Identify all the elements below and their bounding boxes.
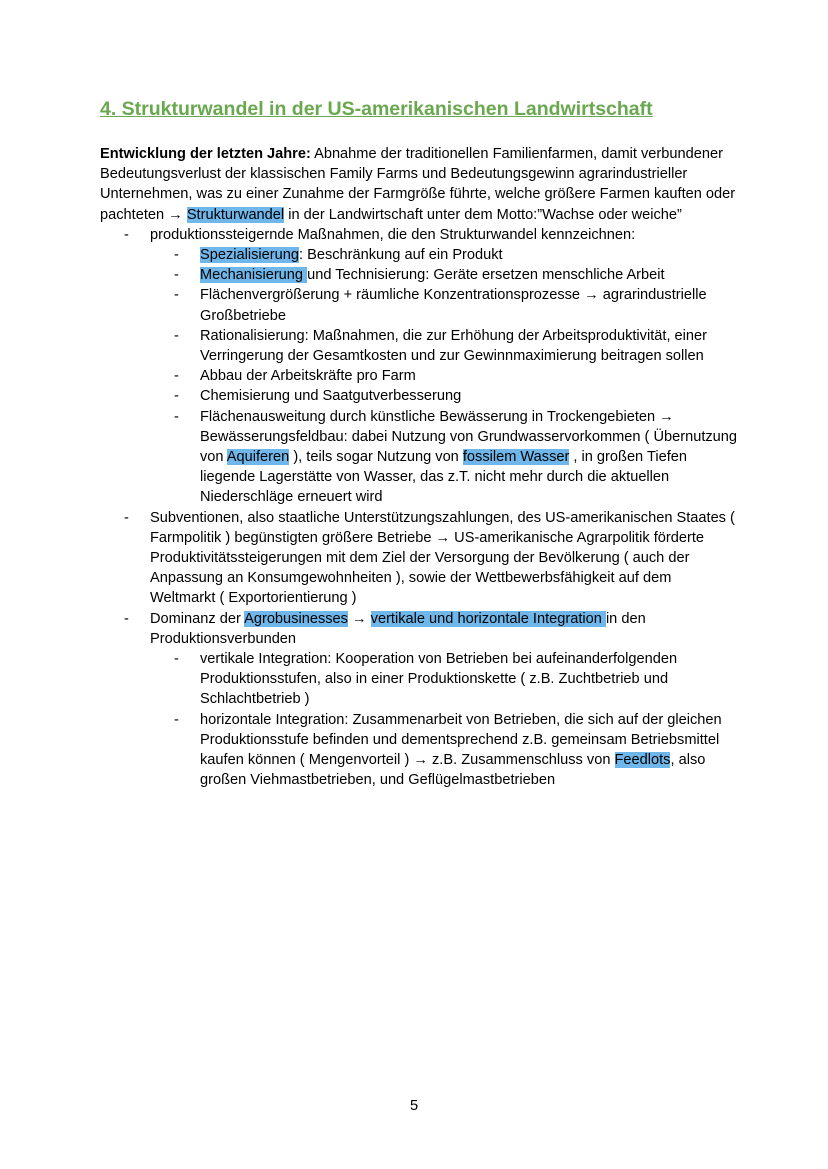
sub-list-item <box>150 407 740 508</box>
highlight-strukturwandel: Strukturwandel <box>186 206 285 223</box>
dash-bullet: - <box>124 610 129 627</box>
intro-text: Abnahme der traditionellen Familienfarmen, damit verbundener Bedeutungsverlust der klassischen Family Farms und Bedeutungsgewinn agrarindustrieller Unternehmen, was zu einer Zunahme der Farmgröße führte, welche größere Farmen kauften oder pachteten → <box>100 146 736 223</box>
list-item <box>100 225 740 508</box>
sub-list-item <box>150 649 740 710</box>
intro-text-end: in der Landwirtschaft unter dem Motto:”Wachse oder weiche” <box>284 206 682 223</box>
list-item-text: produktionssteigernde Maßnahmen, die den Strukturwandel kennzeichnen: <box>150 226 636 243</box>
sub-list-item <box>150 366 740 386</box>
list-item-text: in den Produktionsverbunden <box>150 610 646 647</box>
intro-label: Entwicklung der letzten Jahre: <box>100 146 311 162</box>
sub-list-item <box>150 710 740 791</box>
list-item-text: Subventionen, also staatliche Unterstützungszahlungen, des US-amerikanischen Staates ( Farmpolitik ) begünstigten größere Betriebe → US-amerikanische Agrarpolitik förderte Produktivitätssteigerungen mit dem Ziel der Versorgung der Bevölkerung ( auch der Anpassung an Konsumgewohnheiten ), sowie der Wettbewerbsfähigkeit auf dem Weltmarkt ( Exportorientierung ) <box>150 509 735 607</box>
dash-bullet: - <box>174 388 179 405</box>
dash-bullet: - <box>174 267 179 284</box>
sub-list-item <box>150 265 740 285</box>
dash-bullet: - <box>174 327 179 344</box>
sub-item-text: Rationalisierung: Maßnahmen, die zur Erhöhung der Arbeitsproduktivität, einer Verringerung der Gesamtkosten und zur Gewinnmaximierung beitragen sollen <box>200 327 708 365</box>
sub-item-text: Abbau der Arbeitskräfte pro Farm <box>200 368 416 385</box>
sub-list-item <box>150 245 740 265</box>
sub-item-text: ), teils sogar Nutzung von <box>289 449 463 466</box>
page-number: 5 <box>409 1098 419 1114</box>
highlight-integration: vertikale und horizontale Integration <box>370 610 606 627</box>
highlight-aquiferen: Aquiferen <box>226 449 290 466</box>
dash-bullet: - <box>124 509 129 526</box>
sub-item-text: Chemisierung und Saatgutverbesserung <box>200 388 462 405</box>
list-item <box>100 609 740 791</box>
dash-bullet: - <box>174 711 179 728</box>
sub-item-text: , also großen Viehmastbetrieben, und Geflügelmastbetrieben <box>200 752 706 789</box>
highlight-mechanisierung: Mechanisierung <box>200 267 308 284</box>
sub-item-text: vertikale Integration: Kooperation von Betrieben bei aufeinanderfolgenden Produktionsstufen, also in einer Produktionskette ( z.B. Zuchtbetrieb und Schlachtbetrieb ) <box>200 651 678 708</box>
sub-item-text: Flächenvergrößerung + räumliche Konzentrationsprozesse → agrarindustrielle Großbetriebe <box>200 287 707 324</box>
sub-item-text: , in großen Tiefen liegende Lagerstätte von Wasser, das z.T. nicht mehr durch die aktuellen Niederschläge erneuert wird <box>200 449 687 506</box>
dash-bullet: - <box>174 408 179 425</box>
page-title: 4. Strukturwandel in der US-amerikanischen Landwirtschaft <box>100 98 653 120</box>
dash-bullet: - <box>174 247 179 264</box>
list-item-text: Dominanz der <box>150 610 245 627</box>
sub-item-text: : Beschränkung auf ein Produkt <box>298 247 503 264</box>
sub-item-text: Flächenausweitung durch künstliche Bewässerung in Trockengebieten → Bewässerungsfeldbau: dabei Nutzung von Grundwasservorkommen ( Übernutzung von <box>200 408 738 466</box>
dash-bullet: - <box>174 287 179 304</box>
highlight-feedlots: Feedlots <box>614 752 671 769</box>
intro-paragraph <box>100 144 740 225</box>
sub-list-item <box>150 326 740 366</box>
main-list <box>100 225 740 791</box>
document-body <box>100 144 740 791</box>
sub-item-text: und Technisierung: Geräte ersetzen menschliche Arbeit <box>307 267 665 284</box>
highlight-spezialisierung: Spezialisierung <box>200 247 299 264</box>
highlight-agrobusinesses: Agrobusinesses <box>244 610 348 627</box>
dash-bullet: - <box>174 368 179 385</box>
sub-list-item <box>150 386 740 406</box>
highlight-fossilem-wasser: fossilem Wasser <box>462 449 570 466</box>
dash-bullet: - <box>124 226 129 243</box>
list-item <box>100 508 740 609</box>
list-item-text: → <box>347 610 371 627</box>
sub-item-text: horizontale Integration: Zusammenarbeit von Betrieben, die sich auf der gleichen Produktionsstufe befinden und dementsprechend z.B. gemeinsam Betriebsmittel kaufen können ( Mengenvorteil ) → z.B. Zusammenschluss von <box>200 711 722 769</box>
dash-bullet: - <box>174 651 179 668</box>
sub-list-item <box>150 285 740 325</box>
sub-list <box>150 245 740 508</box>
sub-list <box>150 649 740 790</box>
